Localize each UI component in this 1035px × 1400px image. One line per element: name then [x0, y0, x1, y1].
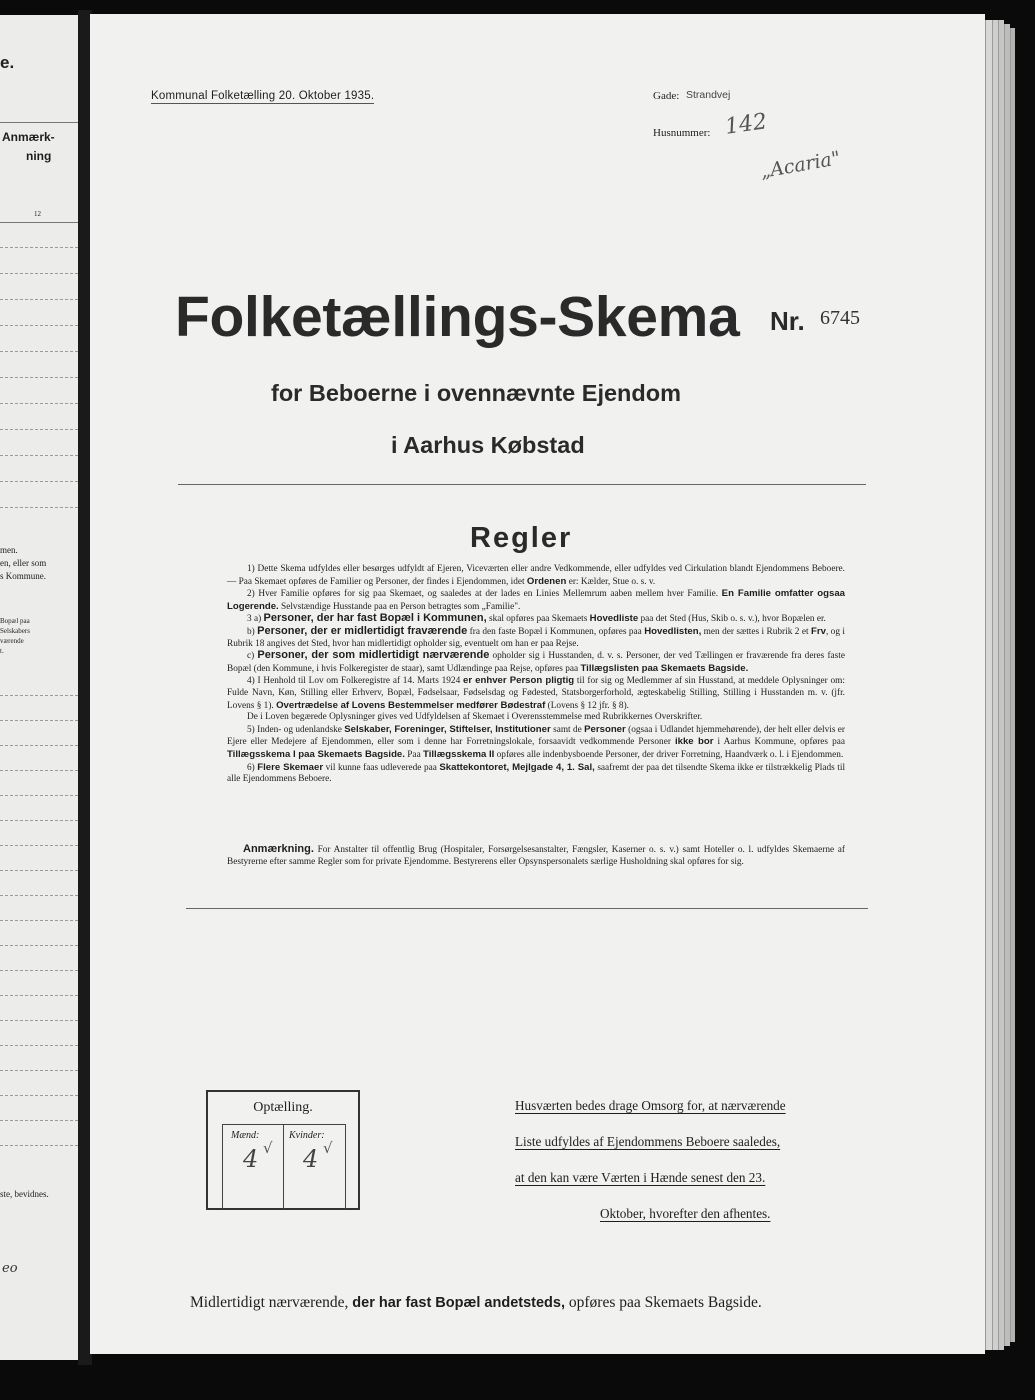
rule-6: 6) Flere Skemaer vil kunne faas udleverede paa Skattekontoret, Mejlgade 4, 1. Sal, saafremt der paa det tilsendte Skema ikke er tilstrækkelig Plads til alle Ejendommens Beboere.: [227, 761, 846, 785]
maend-checkmark: √: [263, 1139, 273, 1157]
left-dash-line: [0, 273, 78, 274]
left-text-fragment: Bopæl paa: [0, 617, 30, 625]
left-text-fragment: s Kommune.: [0, 571, 46, 581]
left-dash-line: [0, 895, 78, 896]
left-handwriting-fragment: eo: [2, 1261, 18, 1276]
kvinder-checkmark: √: [323, 1139, 333, 1157]
left-dash-line: [0, 429, 78, 430]
left-dash-line: [0, 299, 78, 300]
rule-3c: c) Personer, der som midlertidigt nærværende opholder sig i Husstanden, d. v. s. Personer, der ved Tællingen er fraværende fra deres faste Bopæl (den Kommune, i hvis Folkeregister de staar), samt Udlændinge paa Rejse, opføres paa Tillægslisten paa Skemaets Bagside.: [227, 649, 845, 674]
note-label: Anmærkning.: [243, 843, 314, 855]
form-number-label: Nr.: [770, 306, 805, 336]
left-col-number: 12: [34, 210, 41, 218]
left-dash-line: [0, 1145, 78, 1146]
left-dash-line: [0, 247, 78, 248]
rule-3a: 3 a) Personer, der har fast Bopæl i Kommunen, skal opføres paa Skemaets Hovedliste paa det Sted (Hus, Skib o. s. v.), hvor Bopælen er.: [247, 612, 826, 625]
note-text: For Anstalter til offentlig Brug (Hospitaler, Forsørgelsesanstalter, Fængsler, Kaserner o. s. v.) samt Hoteller o. l. udfyldes Skemaerne af Bestyrerne efter samme Regler som for private Ejendomme. Bestyrerens eller Opsynspersonalets særlige Husholdning skal opføres for sig.: [227, 845, 845, 867]
maend-label: Mænd:: [231, 1130, 260, 1141]
left-dash-line: [0, 845, 78, 846]
divider: [186, 908, 868, 909]
count-box-grid: [222, 1124, 346, 1209]
left-dash-line: [0, 945, 78, 946]
left-dash-line: [0, 970, 78, 971]
footer-text: Midlertidigt nærværende,: [190, 1294, 349, 1311]
rule-5: 5) Inden- og udenlandske Selskaber, Foreninger, Stiftelser, Institutioner samt de Personer (ogsaa i Udlandet hjemmehørende), der helt eller delvis er Ejere eller Medejere af Ejendommen, eller som i denne har Forretningslokale, forsaavidt vedkommende Personer ikke bor i Aarhus Kommune, opføres paa Tillægsskema I paa Skemaets Bagside. Paa Tillægsskema II opføres alle indenbysboende Personer, der driver Forretning, Haandværk o. l. i Ejendommen.: [227, 723, 846, 760]
left-dash-line: [0, 795, 78, 796]
form-subtitle: for Beboerne i ovennævnte Ejendom: [271, 380, 682, 406]
husnummer-value: 142: [723, 109, 769, 140]
left-dash-line: [0, 377, 78, 378]
left-dash-line: [0, 1070, 78, 1071]
left-rule: [0, 122, 78, 123]
left-dash-line: [0, 481, 78, 482]
rules-heading: Regler: [470, 522, 573, 554]
rules-body: [227, 564, 845, 786]
footer-bold-text: der har fast Bopæl andetsteds,: [352, 1295, 566, 1311]
instruction-line-2: Liste udfyldes af Ejendommens Beboere saaledes,: [515, 1134, 781, 1149]
left-dash-line: [0, 920, 78, 921]
left-dash-line: [0, 870, 78, 871]
left-text-fragment: værende: [0, 637, 24, 645]
left-dash-line: [0, 1120, 78, 1121]
instruction-line-1: Husværten bedes drage Omsorg for, at nærværende: [515, 1098, 786, 1113]
left-dash-line: [0, 403, 78, 404]
left-dash-line: [0, 745, 78, 746]
page-edge: [1010, 28, 1015, 1342]
count-box: [206, 1090, 360, 1210]
left-text-fragment: t.: [0, 647, 4, 655]
instruction-line-4: Oktober, hvorefter den afhentes.: [600, 1206, 771, 1221]
left-anmaerk-fragment: Anmærk-: [2, 130, 55, 144]
handwritten-annotation: „Acaria": [758, 147, 843, 183]
form-number-value: 6745: [820, 307, 860, 329]
left-text-fragment: Selskabers: [0, 627, 30, 635]
footer-note: [190, 1294, 762, 1312]
rule-2: 2) Hver Familie opføres for sig paa Skemaet, og saaledes at der lades en Linies Mellemrum aaben mellem hver Familie. En Familie omfatter ogsaa Logerende. Selvstændige Husstande paa en Person betragtes som „Familie".: [227, 588, 845, 612]
instruction-line-3: at den kan være Værten i Hænde senest den 23.: [515, 1170, 766, 1185]
census-line: Kommunal Folketælling 20. Oktober 1935.: [151, 90, 375, 102]
left-dash-line: [0, 325, 78, 326]
left-dash-line: [0, 1095, 78, 1096]
left-rule: [0, 222, 78, 223]
maend-value: 4: [243, 1145, 259, 1173]
left-dash-line: [0, 720, 78, 721]
left-dash-line: [0, 770, 78, 771]
footer-text: opføres paa Skemaets Bagside.: [568, 1294, 762, 1311]
gade-label: Gade:: [653, 90, 680, 102]
left-dash-line: [0, 507, 78, 508]
gade-value: Strandvej: [686, 89, 731, 101]
left-dash-line: [0, 695, 78, 696]
left-dash-line: [0, 455, 78, 456]
note-paragraph: [227, 844, 845, 868]
left-dash-line: [0, 820, 78, 821]
count-box-divider: [283, 1125, 284, 1209]
kvinder-value: 4: [303, 1145, 319, 1173]
kvinder-label: Kvinder:: [289, 1130, 325, 1141]
form-subtitle-city: i Aarhus Købstad: [391, 432, 585, 458]
left-page-fragment: [0, 15, 80, 1360]
left-ning-fragment: ning: [26, 149, 52, 163]
left-text-fragment: men.: [0, 545, 18, 555]
left-dash-line: [0, 995, 78, 996]
rule-3b: b) Personer, der er midlertidigt fraværende fra den faste Bopæl i Kommunen, opføres paa Hovedlisten, men der sættes i Rubrik 2 et Frv, og i Rubrik 18 angives det Sted, hvor han midlertidigt opholder sig, eventuelt om han er paa Rejse.: [227, 624, 845, 649]
rule-1: 1) Dette Skema udfyldes eller besørges udfyldt af Ejeren, Viceværten eller andre Vedkommende, eller udfyldes ved Cirkulation blandt Ejendommens Beboere. — Paa Skemaet opføres de Familier og Personer, der findes i Ejendommen, idet Ordenen er: Kælder, Stue o. s. v.: [227, 564, 845, 587]
page-edge: [985, 20, 992, 1350]
divider: [178, 484, 866, 485]
left-dash-line: [0, 1020, 78, 1021]
left-text-fragment: ste, bevidnes.: [0, 1189, 49, 1199]
form-title: Folketællings-Skema: [175, 285, 740, 349]
rule-4: 4) I Henhold til Lov om Folkeregistre af 14. Marts 1924 er enhver Person pligtig til for sig og Medlemmer af sin Husstand, at meddele Oplysninger om: Fulde Navn, Køn, Stilling eller Erhverv, Bopæl, Fødselsaar, Fødselsdag og Fødested, Statsborgerforhold, ægteskabelig Stilling, Stilling i Husstanden m. v. (jfr. Lovens § 1). Overtrædelse af Lovens Bestemmelser medfører Bødestraf (Lovens § 12 jfr. § 8).: [227, 675, 845, 711]
left-dash-line: [0, 1045, 78, 1046]
census-form-page: [90, 14, 985, 1354]
left-title-fragment: e.: [0, 53, 15, 72]
left-text-fragment: en, eller som: [0, 558, 47, 568]
left-dash-line: [0, 351, 78, 352]
husnummer-label: Husnummer:: [653, 127, 711, 139]
rule-4-cont: De i Loven begærede Oplysninger gives ved Udfyldelsen af Skemaet i Overensstemmelse med Rubrikkernes Overskrifter.: [247, 712, 703, 723]
count-box-title: Optælling.: [253, 1100, 313, 1115]
